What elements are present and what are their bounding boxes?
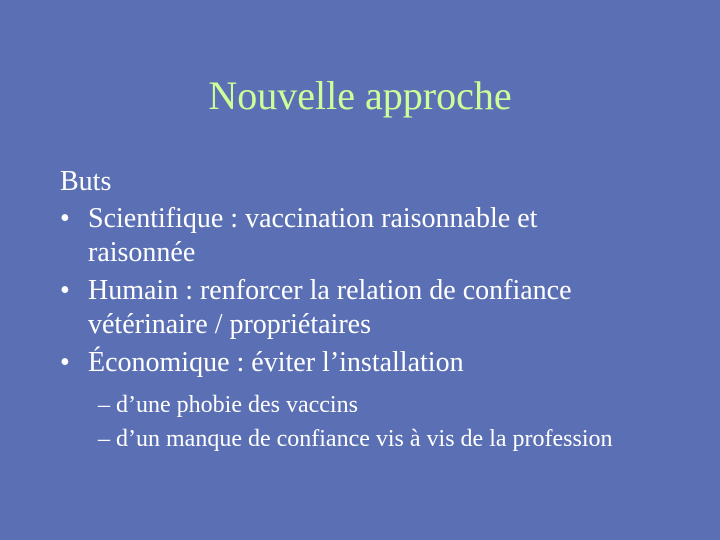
bullet-economique: [60, 346, 710, 380]
bullet-line: Économique : éviter l’installation: [88, 347, 464, 378]
bullet-line: Humain : renforcer la relation de confiance: [88, 275, 572, 306]
slide-title: Nouvelle approche: [208, 73, 512, 118]
subbullet-list: [60, 388, 710, 456]
bullet-line: raisonnée: [88, 237, 196, 268]
bullet-dot-icon: •: [60, 275, 70, 306]
bullet-dot-icon: •: [60, 347, 70, 378]
bullet-dot-icon: •: [60, 203, 70, 234]
bullet-line: Scientifique : vaccination raisonnable et: [88, 203, 538, 234]
subbullet-confiance: – d’un manque de confiance vis à vis de la profession: [98, 426, 613, 452]
bullet-line: vétérinaire / propriétaires: [88, 309, 371, 340]
lead-text: Buts: [60, 166, 112, 197]
subbullet-phobie: – d’une phobie des vaccins: [98, 392, 358, 418]
bullet-scientifique: [60, 202, 710, 270]
bullet-humain: [60, 274, 710, 342]
slide-content: [60, 162, 710, 456]
